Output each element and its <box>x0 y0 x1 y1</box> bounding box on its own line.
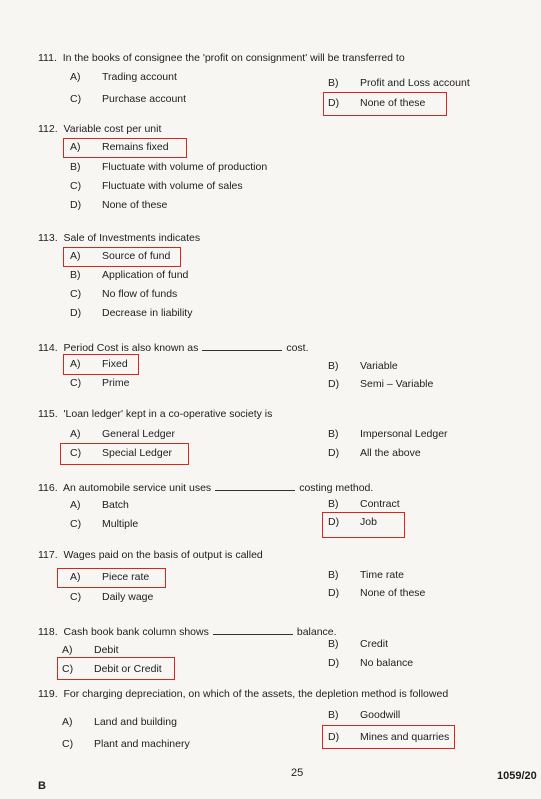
answer-blank <box>213 624 293 635</box>
question-stem: 111. In the books of consignee the 'profit on consignment' will be transferred to <box>38 52 405 64</box>
question-stem: 116. An automobile service unit uses costing method. <box>38 482 374 494</box>
paper-code: 1059/20 <box>497 770 537 782</box>
answer-mark <box>60 443 189 465</box>
answer-mark <box>63 138 187 158</box>
answer-mark <box>63 354 139 375</box>
question-stem: 117. Wages paid on the basis of output is called <box>38 549 263 561</box>
series-letter: B <box>38 780 46 792</box>
answer-mark <box>57 657 175 680</box>
question-stem: 114. Period Cost is also known as cost. <box>38 342 309 354</box>
answer-mark <box>323 92 447 116</box>
question-stem: 118. Cash book bank column shows balance. <box>38 626 337 638</box>
answer-mark <box>322 725 455 749</box>
question-stem: 112. Variable cost per unit <box>38 123 162 135</box>
question-stem: 115. 'Loan ledger' kept in a co-operative society is <box>38 408 273 420</box>
question-stem: 113. Sale of Investments indicates <box>38 232 201 244</box>
answer-blank <box>202 340 282 351</box>
question-stem: 119. For charging depreciation, on which of the assets, the depletion method is followed <box>38 688 449 700</box>
answer-mark <box>63 247 181 267</box>
page-number: 25 <box>291 767 304 779</box>
answer-mark <box>322 512 405 538</box>
answer-blank <box>215 480 295 491</box>
exam-page: 111. In the books of consignee the 'profit on consignment' will be transferred to A) Trading account B) Profit and Loss account C) Purchase account D) None of these 112. Variable cost per unit A) Remains fixed B) Fluctuate with volume of production C) Fluctuate with volume of sales D) None of these 113. Sale of Investments indicates A) Source of fund B) Application of fund C) No flow of funds D) Decrease in liability 114. Period Cost is also known as cost. A) Fixed B) Variable C) Prime D) Semi – Variable 115. 'Loan ledger' kept in a co-operative society is A) General Ledger B) Impersonal Ledger C) Special Ledger D) All the above 116. An automobile service unit uses costing method. A) Batch B) Contract C) Multiple D) Job 117. Wages paid on the basis of output is called A) Piece rate B) Time rate C) Daily wage D) None of these 118. Cash book bank column shows balance. A) Debit B) Credit C) Debit or Credit D) No balance 119. For charging depreciation, on which of the assets, the depletion method is followed A) Land and building B) Goodwill C) Plant and machinery D) Mines and quarries 25 1059/20 B <box>38 52 537 792</box>
answer-mark <box>57 568 166 588</box>
